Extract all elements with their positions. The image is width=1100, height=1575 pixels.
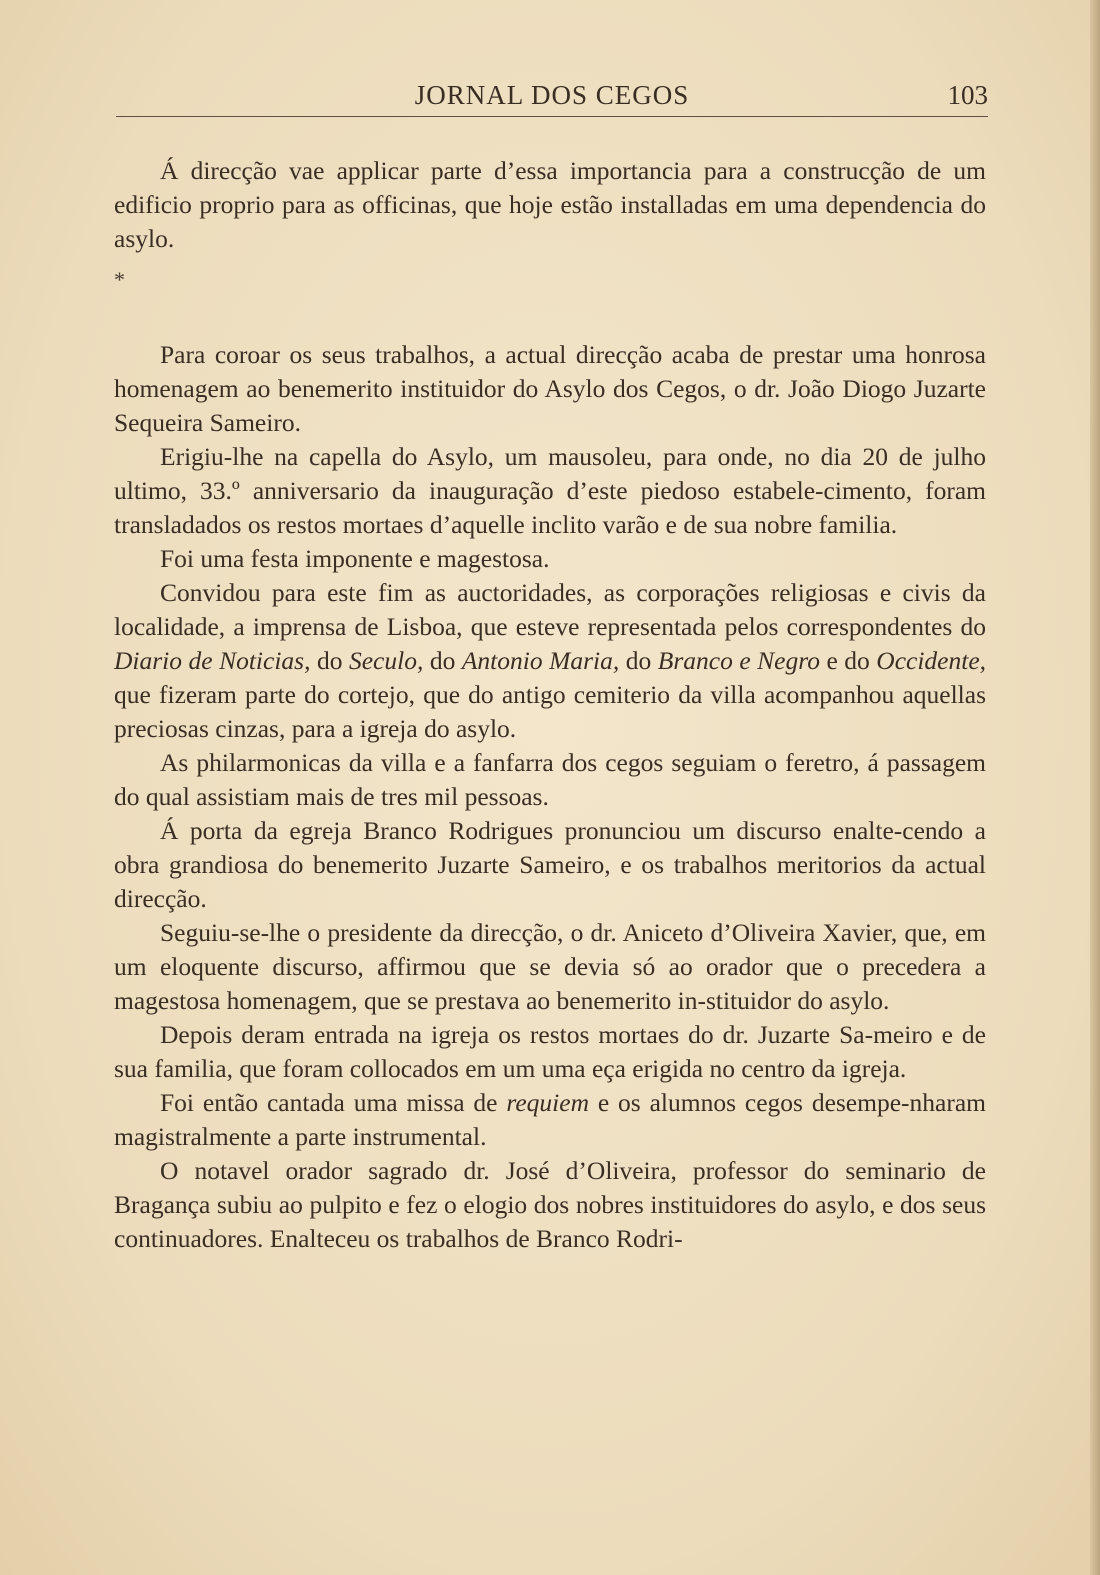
paragraph: Á direcção vae applicar parte d’essa importancia para a construcção de um edificio proprio para as officinas, que hoje estão installadas em uma dependencia do asylo. — [114, 156, 986, 253]
paragraph: Erigiu-lhe na capella do Asylo, um mausoleu, para onde, no dia 20 de julho ultimo, 33.º anniversario da inauguração d’este piedoso estabele-cimento, foram transladados os restos mortaes d’aquelle inclito varão e de sua nobre familia. — [114, 442, 986, 539]
newspaper-title: Occidente, — [876, 646, 987, 675]
paragraph: Depois deram entrada na igreja os restos mortaes do dr. Juzarte Sa-meiro e de sua familia, que foram collocados em um uma eça erigida no centro da igreja. — [114, 1020, 986, 1083]
paragraph: As philarmonicas da villa e a fanfarra dos cegos seguiam o feretro, á passagem do qual assistiam mais de tres mil pessoas. — [114, 748, 986, 811]
article-body — [114, 154, 986, 1256]
journal-title: JORNAL DOS CEGOS — [414, 80, 690, 110]
newspaper-title: Diario de Noticias, — [114, 646, 311, 675]
paragraph: Foi uma festa imponente e magestosa. — [160, 544, 550, 573]
latin-term: requiem — [506, 1088, 589, 1117]
page-edge — [1090, 0, 1100, 1575]
paragraph: Convidou para este fim as auctoridades, as corporações religiosas e civis da localidade, a imprensa de Lisboa, que esteve representada pelos correspondentes do Diario de Noticias, do Seculo, do Antonio Maria, do Branco e Negro e do Occidente, que fizeram parte do cortejo, que do antigo cemiterio da villa acompanhou aquellas preciosas cinzas, para a igreja do asylo. — [114, 578, 987, 743]
paragraph: Para coroar os seus trabalhos, a actual direcção acaba de prestar uma honrosa homenagem ao benemerito instituidor do Asylo dos Cegos, o dr. João Diogo Juzarte Sequeira Sameiro. — [114, 340, 986, 437]
paragraph: Á porta da egreja Branco Rodrigues pronunciou um discurso enalte-cendo a obra grandiosa do benemerito Juzarte Sameiro, e os trabalhos meritorios da actual direcção. — [114, 816, 986, 913]
paragraph: O notavel orador sagrado dr. José d’Oliveira, professor do seminario de Bragança subiu ao pulpito e fez o elogio dos nobres instituidores do asylo, e dos seus continuadores. Enalteceu os trabalhos de Branco Rodri- — [114, 1156, 986, 1253]
running-header — [116, 80, 988, 117]
paragraph: Seguiu-se-lhe o presidente da direcção, o dr. Aniceto d’Oliveira Xavier, que, em um eloquente discurso, affirmou que se devia só ao orador que o precedera a magestosa homenagem, que se prestava ao benemerito in-stituidor do asylo. — [114, 918, 986, 1015]
newspaper-title: Branco e Negro — [657, 646, 820, 675]
newspaper-title: Antonio Maria, — [461, 646, 620, 675]
page-number: 103 — [947, 80, 988, 110]
section-divider-asterisk: * — [114, 267, 125, 292]
paragraph: Foi então cantada uma missa de requiem e os alumnos cegos desempe-nharam magistralmente a parte instrumental. — [114, 1088, 986, 1151]
newspaper-title: Seculo, — [348, 646, 424, 675]
